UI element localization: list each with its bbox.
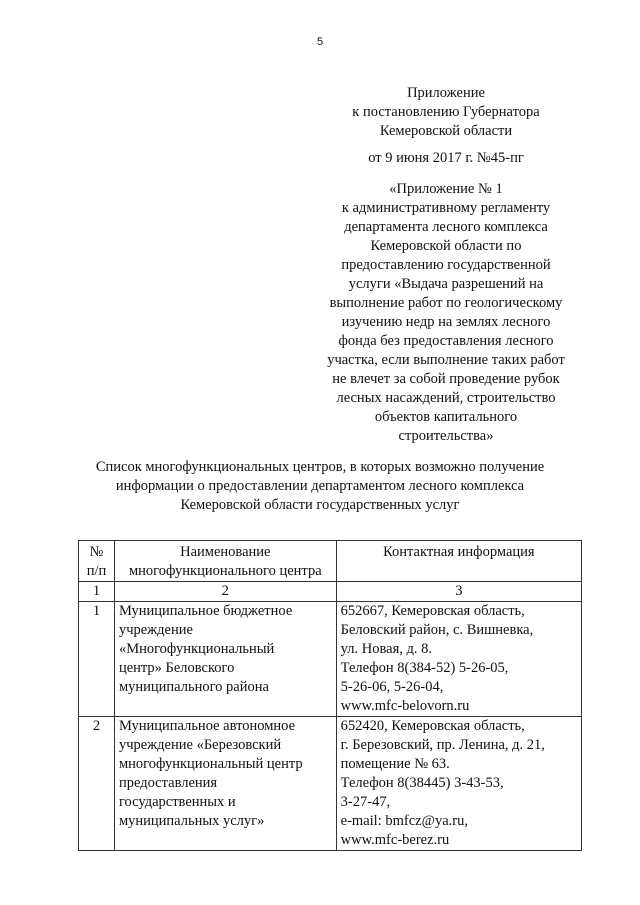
appendix-block xyxy=(296,180,596,446)
contact-line: помещение № 63. xyxy=(340,756,450,772)
list-title-line: Список многофункциональных центров, в которых возможно получение xyxy=(95,459,545,475)
column-number-row xyxy=(79,582,582,602)
contact-line: 652420, Кемеровская область, xyxy=(340,718,525,734)
appendix-line: выполнение работ по геологическому xyxy=(329,295,563,311)
center-contact xyxy=(336,717,581,851)
contact-line: Беловский район, с. Вишневка, xyxy=(340,622,534,638)
center-name xyxy=(114,717,336,851)
header-name xyxy=(114,541,336,582)
appendix-line: не влечет за собой проведение рубок xyxy=(332,371,560,387)
column-number: 2 xyxy=(114,582,336,602)
appendix-line: Кемеровской области по xyxy=(370,238,522,254)
appendix-line: лесных насаждений, строительство xyxy=(336,390,556,406)
appendix-line: фонда без предоставления лесного xyxy=(338,333,554,349)
approval-line: к постановлению Губернатора xyxy=(352,104,540,120)
column-number: 3 xyxy=(336,582,581,602)
center-name-line: учреждение «Березовский xyxy=(118,737,282,753)
list-title xyxy=(60,458,580,515)
appendix-line: департамента лесного комплекса xyxy=(344,219,548,235)
appendix-line: к административному регламенту xyxy=(341,200,551,216)
appendix-line: услуги «Выдача разрешений на xyxy=(348,276,544,292)
header-num xyxy=(79,541,115,582)
center-name-line: многофункциональный центр xyxy=(118,756,303,772)
header-name-line: Наименование xyxy=(180,544,271,560)
center-name-line: государственных и xyxy=(118,794,236,810)
approval-block xyxy=(296,84,596,168)
appendix-line: предоставлению государственной xyxy=(341,257,551,273)
column-number: 1 xyxy=(79,582,115,602)
center-name xyxy=(114,602,336,717)
center-name-line: Муниципальное автономное xyxy=(118,718,296,734)
contact-line: г. Березовский, пр. Ленина, д. 21, xyxy=(340,737,545,753)
appendix-line: объектов капитального xyxy=(374,409,518,425)
header-num-line: № xyxy=(89,544,104,560)
appendix-line: строительства» xyxy=(398,428,494,444)
table-row xyxy=(79,717,582,851)
center-name-line: центр» Беловского xyxy=(118,660,235,676)
center-name-line: Муниципальное бюджетное xyxy=(118,603,293,619)
header-contact xyxy=(336,541,581,582)
website-link[interactable]: www.mfc-belovorn.ru xyxy=(340,698,470,714)
center-contact xyxy=(336,602,581,717)
header-contact-line: Контактная информация xyxy=(383,544,535,560)
approval-line: Кемеровской области xyxy=(379,123,513,139)
center-name-line: муниципального района xyxy=(118,679,269,695)
appendix-line: «Приложение № 1 xyxy=(389,181,503,197)
contact-line: ул. Новая, д. 8. xyxy=(340,641,433,657)
contact-line: Телефон 8(38445) 3-43-53, xyxy=(340,775,504,791)
contact-line: 652667, Кемеровская область, xyxy=(340,603,525,619)
table-header-row xyxy=(79,541,582,582)
appendix-line: участка, если выполнение таких работ xyxy=(327,352,565,368)
header-num-line: п/п xyxy=(86,563,107,579)
list-title-line: информации о предоставлении департаментом лесного комплекса xyxy=(115,478,525,494)
list-title-line: Кемеровской области государственных услуг xyxy=(180,497,460,513)
center-name-line: «Многофункциональный xyxy=(118,641,275,657)
row-number: 2 xyxy=(79,717,115,851)
table-row xyxy=(79,602,582,717)
page-number: 5 xyxy=(316,36,324,48)
approval-line: Приложение xyxy=(407,85,485,101)
center-name-line: предоставления xyxy=(118,775,218,791)
center-name-line: муниципальных услуг» xyxy=(118,813,265,829)
appendix-line: изучению недр на землях лесного xyxy=(341,314,551,330)
contact-line: Телефон 8(384-52) 5-26-05, xyxy=(340,660,509,676)
center-name-line: учреждение xyxy=(118,622,193,638)
contact-line: 5-26-06, 5-26-04, xyxy=(340,679,444,695)
header-name-line: многофункционального центра xyxy=(128,563,322,579)
email-link[interactable]: e-mail: bmfcz@ya.ru, xyxy=(340,813,468,829)
contact-line: 3-27-47, xyxy=(340,794,391,810)
row-number: 1 xyxy=(79,602,115,717)
mfc-table xyxy=(78,540,582,851)
approval-date: от 9 июня 2017 г. №45-пг xyxy=(368,150,524,166)
website-link[interactable]: www.mfc-berez.ru xyxy=(340,832,450,848)
